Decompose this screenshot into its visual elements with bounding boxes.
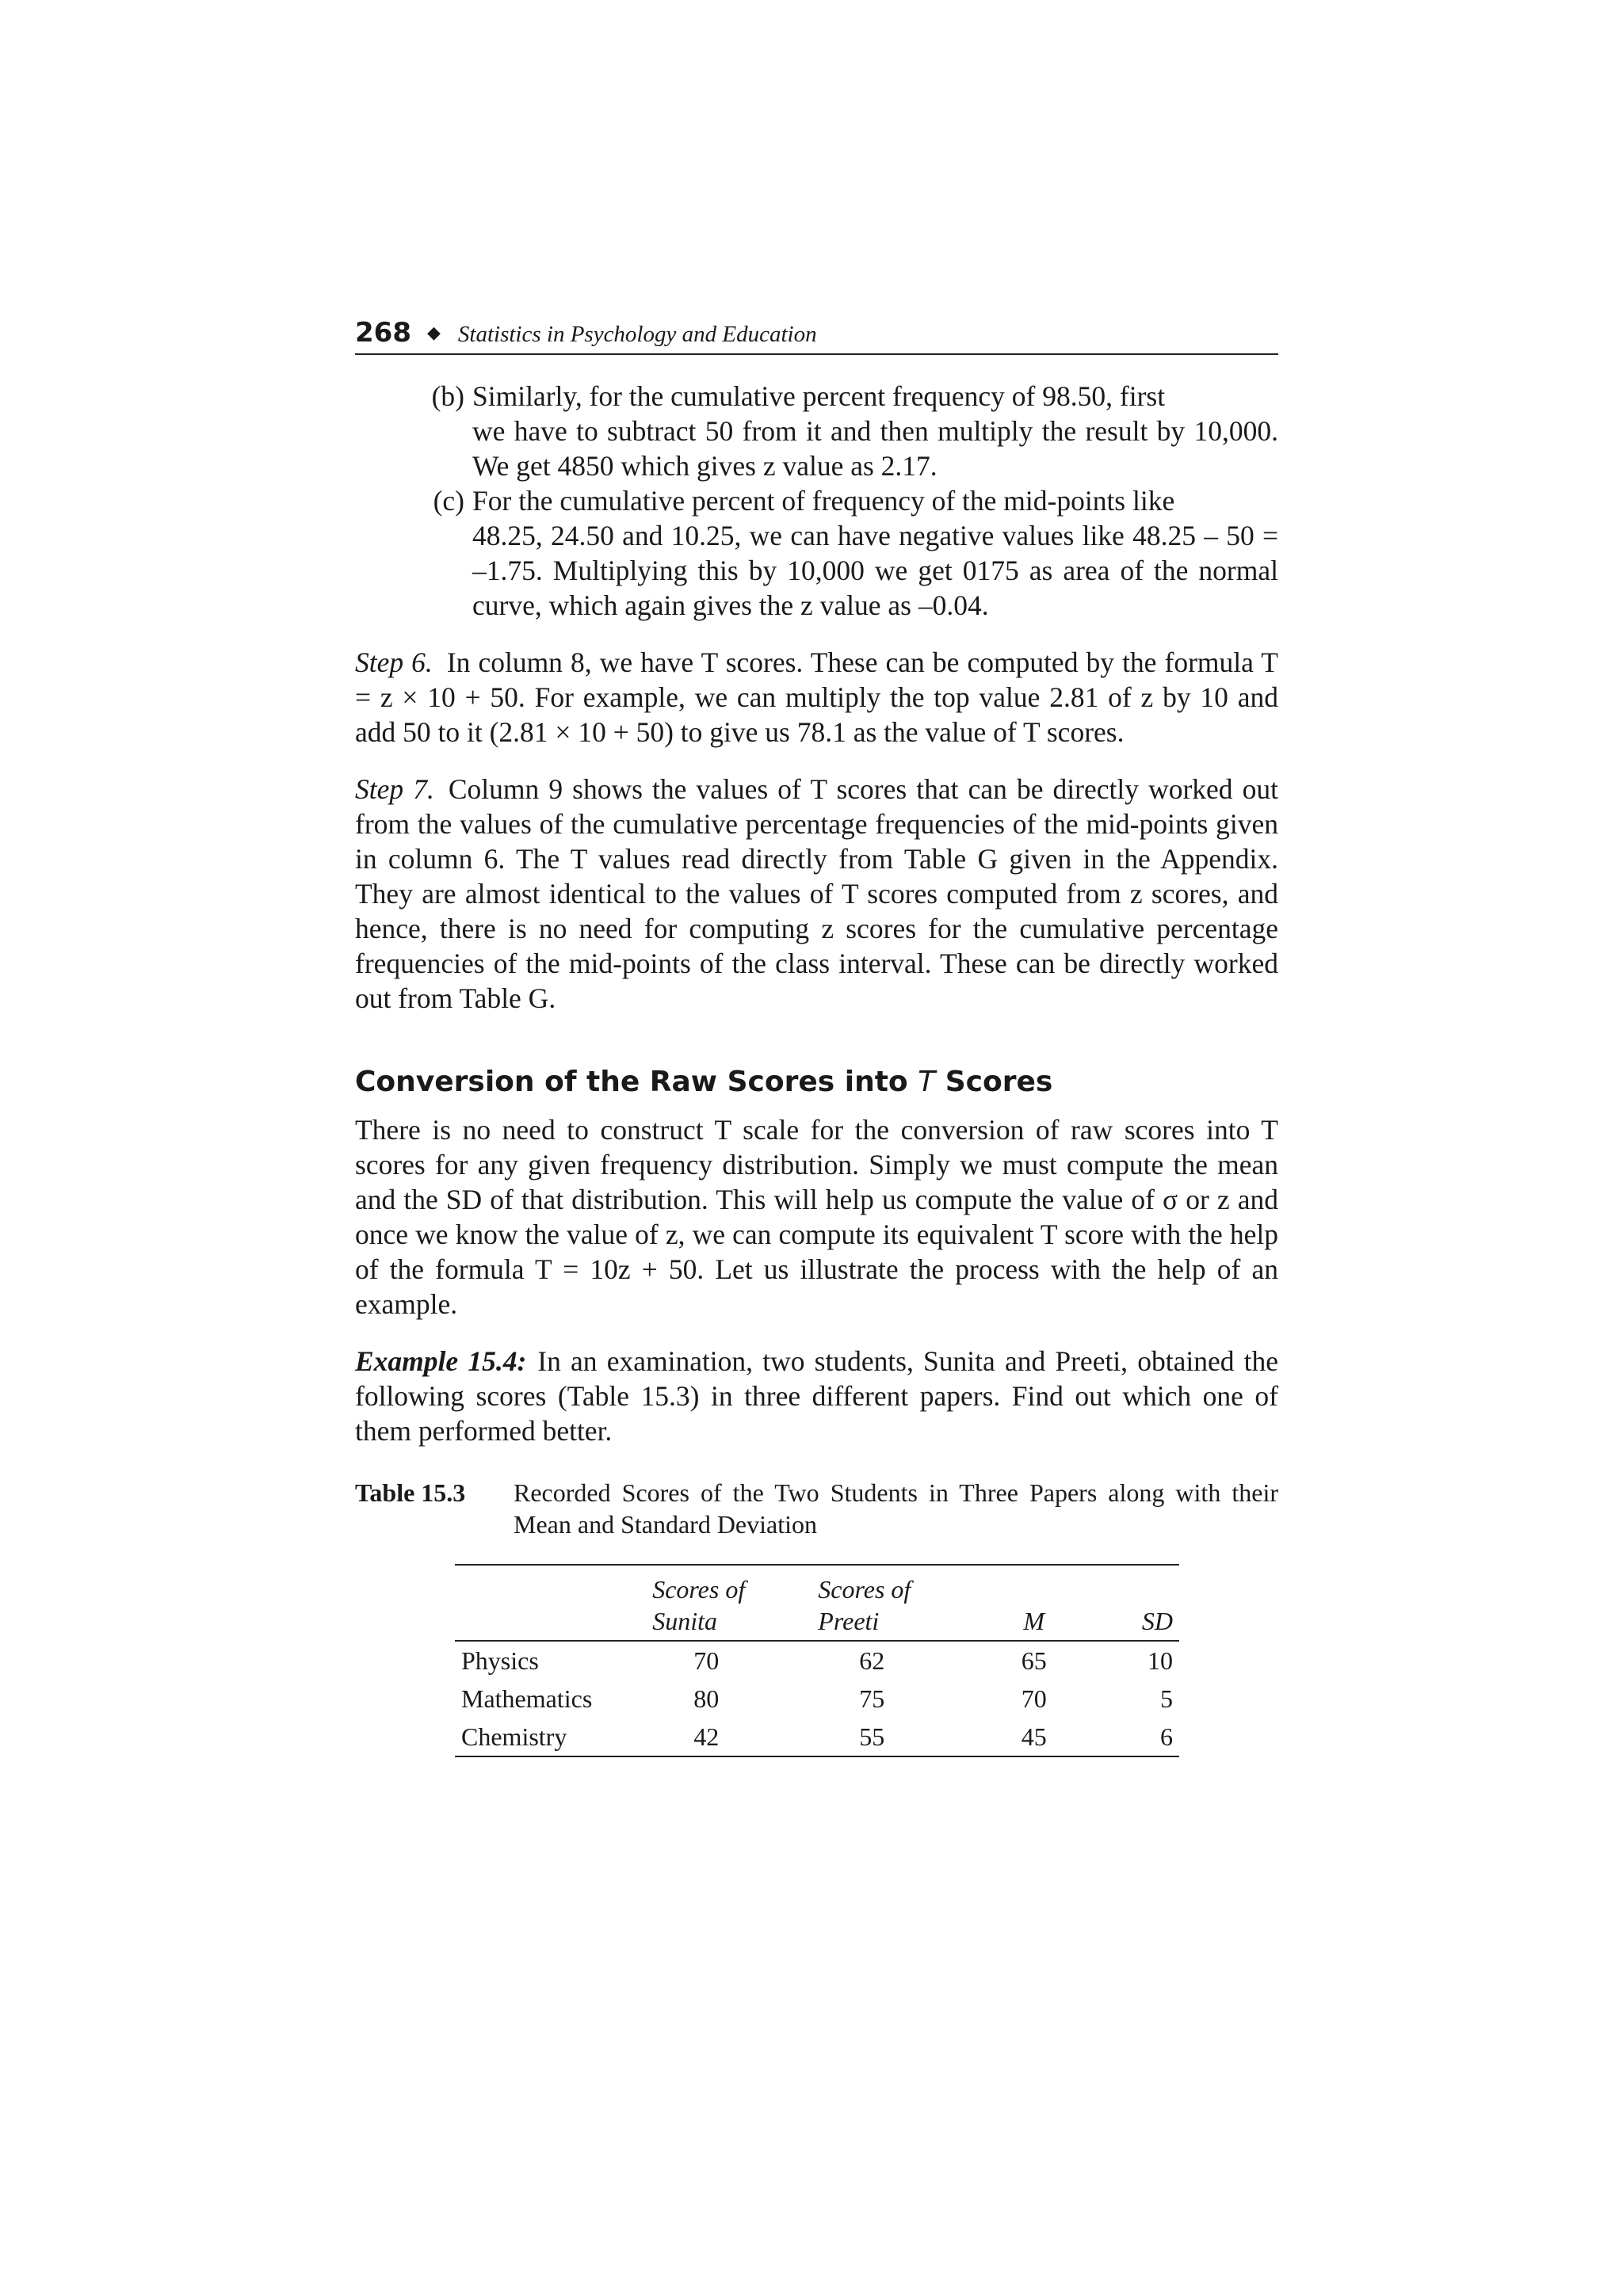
cell-sunita: 42: [693, 1722, 720, 1751]
header-preeti: Scores of Preeti: [818, 1575, 911, 1635]
table-caption: [355, 1477, 1278, 1540]
example-paragraph: [355, 1344, 1278, 1448]
list-item-b: [355, 379, 1278, 483]
page-body: [355, 379, 1278, 1757]
page-header: [355, 317, 1278, 355]
list-marker: (b): [431, 380, 464, 412]
table-caption-text: Recorded Scores of the Two Students in Three Papers along with their Mean and Standard Deviation: [514, 1478, 1278, 1539]
list-item-text: 48.25, 24.50 and 10.25, we can have negative values like 48.25 – 50 = –1.75. Multiplying this by 10,000 we get 0175 as area of the normal curve, which again gives the z value as –0.04.: [472, 520, 1278, 621]
cell-sd: 10: [1148, 1646, 1173, 1675]
step-6-text: In column 8, we have T scores. These can be computed by the formula T = z × 10 + 50. For example, we can multiply the top value 2.81 of z by 10 and add 50 to it (2.81 × 10 + 50) to give us 78.1 as the value of T scores.: [355, 646, 1278, 748]
cell-preeti: 75: [859, 1684, 885, 1713]
step-7-label: Step 7.: [355, 773, 434, 805]
section-heading: Conversion of the Raw Scores into T Scores: [355, 1066, 1053, 1098]
cell-subject: Mathematics: [461, 1684, 593, 1713]
cell-subject: Chemistry: [461, 1722, 567, 1751]
header-sunita: Scores of Sunita: [652, 1575, 746, 1635]
cell-mean: 70: [1021, 1684, 1047, 1713]
list-item-text: we have to subtract 50 from it and then multiply the result by 10,000. We get 4850 which gives z value as 2.17.: [472, 415, 1278, 482]
step-6-paragraph: [355, 645, 1278, 749]
list-item-c: [355, 483, 1278, 623]
table-row: [455, 1680, 1179, 1718]
cell-sd: 6: [1160, 1722, 1173, 1751]
cell-mean: 45: [1021, 1722, 1047, 1751]
cell-sunita: 70: [693, 1646, 720, 1675]
cell-sunita: 80: [693, 1684, 720, 1713]
table-row: [455, 1641, 1179, 1680]
cell-preeti: 62: [859, 1646, 885, 1675]
step-7-paragraph: [355, 772, 1278, 1016]
cell-subject: Physics: [461, 1646, 539, 1675]
example-label: Example 15.4:: [355, 1345, 527, 1377]
section-paragraph: There is no need to construct T scale for the conversion of raw scores into T scores for any given frequency distribution. Simply we must compute the mean and the SD of that distribution. This will help us compute the value of σ or z and once we know the value of z, we can compute its equivalent T score with the help of the formula T = 10z + 50. Let us illustrate the process with the help of an example.: [355, 1114, 1278, 1320]
running-title: Statistics in Psychology and Education: [457, 322, 817, 347]
diamond-icon: ◆: [426, 322, 441, 342]
example-text: In an examination, two students, Sunita and Preeti, obtained the following scores (Table 15.3) in three different papers. Find out which one of them performed better.: [355, 1345, 1278, 1447]
step-7-text: Column 9 shows the values of T scores that can be directly worked out from the values of the cumulative percentage frequencies of the mid-points given in column 6. The T values read directly from Table G given in the Appendix. They are almost identical to the values of T scores computed from z scores, and hence, there is no need for computing z scores for the cumulative percentage frequencies of the mid-points of the class interval. These can be directly worked out from Table G.: [355, 773, 1278, 1014]
scores-table: [455, 1564, 1179, 1757]
header-empty: [455, 1565, 646, 1641]
header-sd: SD: [1141, 1607, 1173, 1635]
table-header-row: [455, 1565, 1179, 1641]
header-mean: M: [1023, 1607, 1045, 1635]
list-item-line: Similarly, for the cumulative percent frequency of 98.50, first: [472, 380, 1166, 412]
cell-sd: 5: [1160, 1684, 1173, 1713]
step-6-label: Step 6.: [355, 646, 433, 678]
page-number: 268: [355, 317, 411, 349]
table-label: Table 15.3: [355, 1478, 466, 1507]
cell-preeti: 55: [859, 1722, 885, 1751]
cell-mean: 65: [1021, 1646, 1047, 1675]
list-marker: (c): [433, 485, 464, 517]
book-page: [355, 317, 1278, 1757]
table-row: [455, 1718, 1179, 1756]
list-item-line: For the cumulative percent of frequency of the mid-points like: [472, 485, 1175, 517]
